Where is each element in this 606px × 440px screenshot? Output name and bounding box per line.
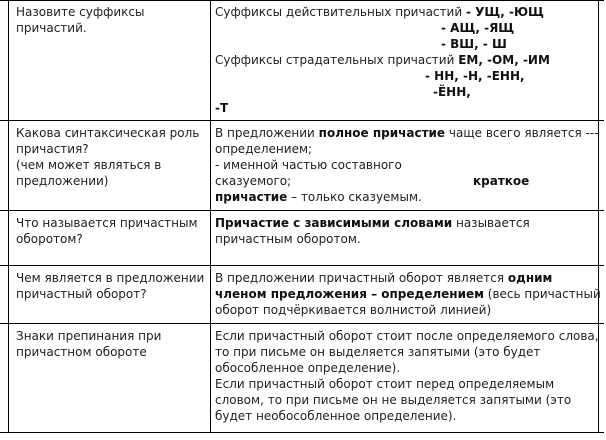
question-line: Что называется причастным — [16, 216, 198, 230]
table-row-syntax-role — [0, 121, 604, 211]
table-row-punctuation — [0, 324, 604, 433]
answer-line: обособленное определение). — [215, 361, 401, 375]
answer-line: В предложении полное причастие чаще всего является --- — [215, 126, 599, 140]
answer-cell — [215, 215, 595, 247]
table-row-participial-phrase — [0, 211, 604, 266]
answer-line: причастие – только сказуемым. — [215, 190, 422, 204]
question-cell — [16, 125, 206, 189]
answer-line: - именной частью составного — [215, 158, 402, 172]
answer-line: причастным оборотом. — [215, 232, 361, 246]
question-line: причастия? — [16, 142, 89, 156]
question-line: Знаки препинания при — [16, 329, 162, 343]
table-row-sentence-role — [0, 266, 604, 324]
answer-line: Суффиксы действительных причастий - УЩ, -ЮЩ — [215, 5, 544, 19]
answer-line: - ВШ, - Ш — [441, 37, 507, 51]
answer-line: Если причастный оборот стоит после определяемого слова, — [215, 329, 599, 343]
question-cell — [16, 215, 206, 247]
answer-line: - НН, -Н, -ЕНН, — [425, 69, 525, 83]
answer-cell — [215, 328, 599, 424]
question-line: Назовите суффиксы — [16, 5, 145, 19]
answer-line: членом предложения – определением (весь причастный — [215, 287, 601, 301]
question-line: Какова синтаксическая роль — [16, 126, 200, 140]
question-line: причастий. — [16, 21, 87, 35]
answer-line: будет необособленное определение). — [215, 409, 457, 423]
answer-line: Суффиксы страдательных причастий ЕМ, -ОМ, -ИМ — [215, 53, 550, 67]
question-line: предложении) — [16, 174, 109, 188]
answer-line: Причастие с зависимыми словами называется — [215, 216, 530, 230]
answer-line: -Т — [215, 101, 229, 115]
question-cell — [16, 4, 206, 36]
question-line: Чем является в предложении — [16, 271, 205, 285]
answer-line: словом, то при письме он не выделяется запятыми (это — [215, 393, 572, 407]
answer-line: оборот подчёркивается волнистой линией) — [215, 303, 492, 317]
question-cell — [16, 328, 206, 360]
question-cell — [16, 270, 206, 302]
answer-line: - АЩ, -ЯЩ — [441, 21, 515, 35]
question-line: причастном обороте — [16, 345, 147, 359]
question-line: оборотом? — [16, 232, 83, 246]
answer-line: Если причастный оборот стоит перед определяемым — [215, 377, 555, 391]
answer-line: определением; — [215, 142, 313, 156]
question-line: (чем может являться в — [16, 158, 162, 172]
answer-cell — [215, 125, 599, 205]
answer-line: В предложении причастный оборот является одним — [215, 271, 553, 285]
answer-cell — [215, 270, 601, 318]
answer-line: -ЁНН, — [433, 85, 471, 99]
answer-line: сказуемого; краткое — [215, 174, 530, 188]
table-row-suffixes — [0, 0, 604, 121]
answer-line: то при письме он выделяется запятыми (это будет — [215, 345, 541, 359]
answer-cell — [215, 4, 595, 116]
question-line: причастный оборот? — [16, 287, 147, 301]
